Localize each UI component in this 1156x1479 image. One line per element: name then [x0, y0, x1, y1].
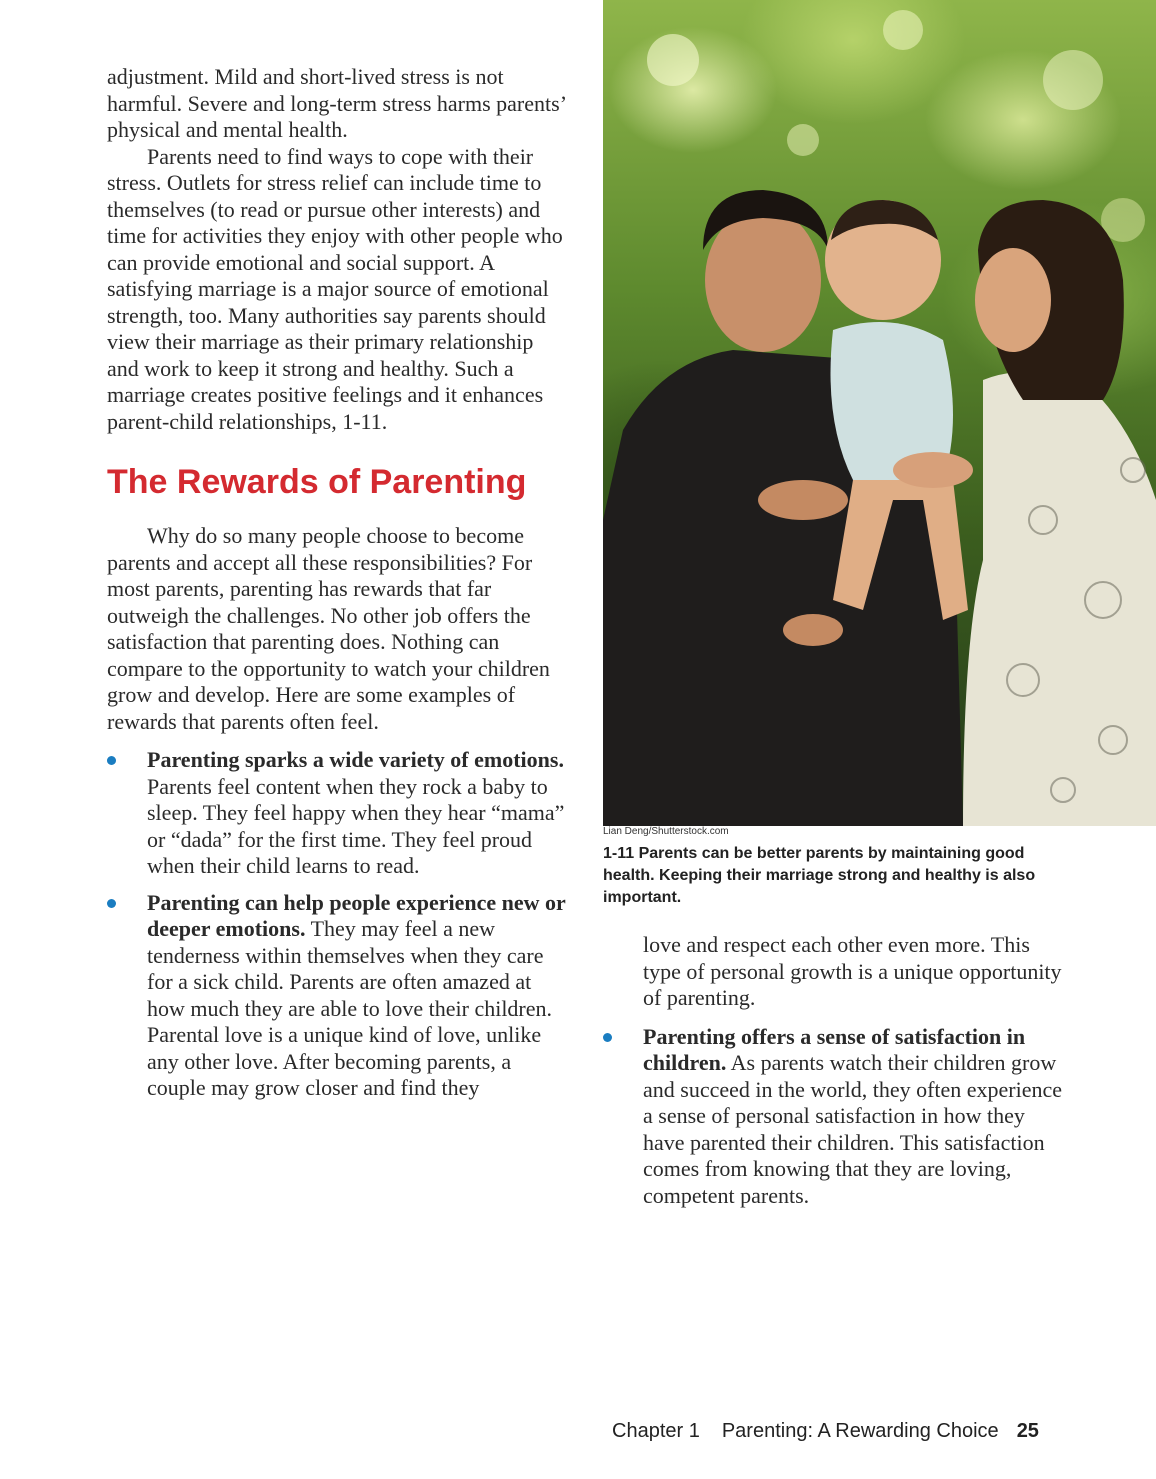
- list-item: [107, 890, 567, 1102]
- rewards-list: [107, 747, 567, 1102]
- bullet-lead: Parenting offers a sense of satisfaction in children.: [643, 1023, 1026, 1075]
- bullet-lead: Parenting can help people experience new or deeper emotions.: [147, 889, 566, 941]
- bullet-text: As parents watch their children grow and succeed in the world, they often experience a sense of personal satisfaction in how they have parented their children. This satisfaction comes from knowing that they are loving, competent parents.: [643, 1050, 1063, 1208]
- left-column: [107, 64, 567, 1112]
- paragraph-stress-adjustment: adjustment. Mild and short-lived stress is not harmful. Severe and long-term stress harms parents’ physical and mental health.: [107, 64, 566, 142]
- page-number: 25: [1016, 1420, 1039, 1442]
- rewards-list-continued: [603, 1024, 1063, 1210]
- figure-caption: 1-11 Parents can be better parents by maintaining good health. Keeping their marriage strong and healthy is also important.: [603, 845, 1036, 906]
- bullet-icon: [603, 1033, 612, 1042]
- right-column: [603, 932, 1063, 1219]
- list-item: [603, 1024, 1063, 1210]
- family-photo-illustration: [603, 0, 1156, 826]
- bullet-text: Parents feel content when they rock a baby to sleep. They feel happy when they hear “mama” or “dada” for the first time. They feel proud when their child learns to read.: [147, 773, 565, 878]
- bullet-continuation: love and respect each other even more. This type of personal growth is a unique opportunity of parenting.: [643, 932, 1062, 1010]
- photo-credit: Lian Deng/Shutterstock.com: [603, 826, 729, 837]
- bullet-lead: Parenting sparks a wide variety of emotions.: [147, 747, 564, 772]
- section-heading: The Rewards of Parenting: [107, 463, 527, 501]
- paragraph-rewards-intro: Why do so many people choose to become parents and accept all these responsibilities? For most parents, parenting has rewards that far outweigh the challenges. No other job offers the satisfaction that parenting does. Nothing can compare to the opportunity to watch your children grow and develop. Here are some examples of rewards that parents often feel.: [107, 523, 550, 734]
- page-footer: [612, 1420, 1039, 1443]
- bullet-icon: [107, 756, 116, 765]
- footer-chapter: Chapter 1: [612, 1420, 700, 1442]
- bullet-icon: [107, 899, 116, 908]
- paragraph-coping-stress: Parents need to find ways to cope with their stress. Outlets for stress relief can include time to themselves (to read or pursue other interests) and time for activities they enjoy with other people who can provide emotional and social support. A satisfying marriage is a major source of emotional strength, too. Many authorities say parents should view their marriage as their primary relationship and work to keep it strong and healthy. Such a marriage creates positive feelings and it enhances parent-child relationships, 1-11.: [107, 143, 563, 434]
- list-item: [107, 747, 567, 880]
- bullet-text: They may feel a new tenderness within themselves when they care for a sick child. Parents are often amazed at how much they are able to love their children. Parental love is a unique kind of love, unlike any other love. After becoming parents, a couple may grow closer and find they: [147, 916, 553, 1100]
- family-photo: [603, 0, 1156, 826]
- footer-title: Parenting: A Rewarding Choice: [721, 1420, 999, 1442]
